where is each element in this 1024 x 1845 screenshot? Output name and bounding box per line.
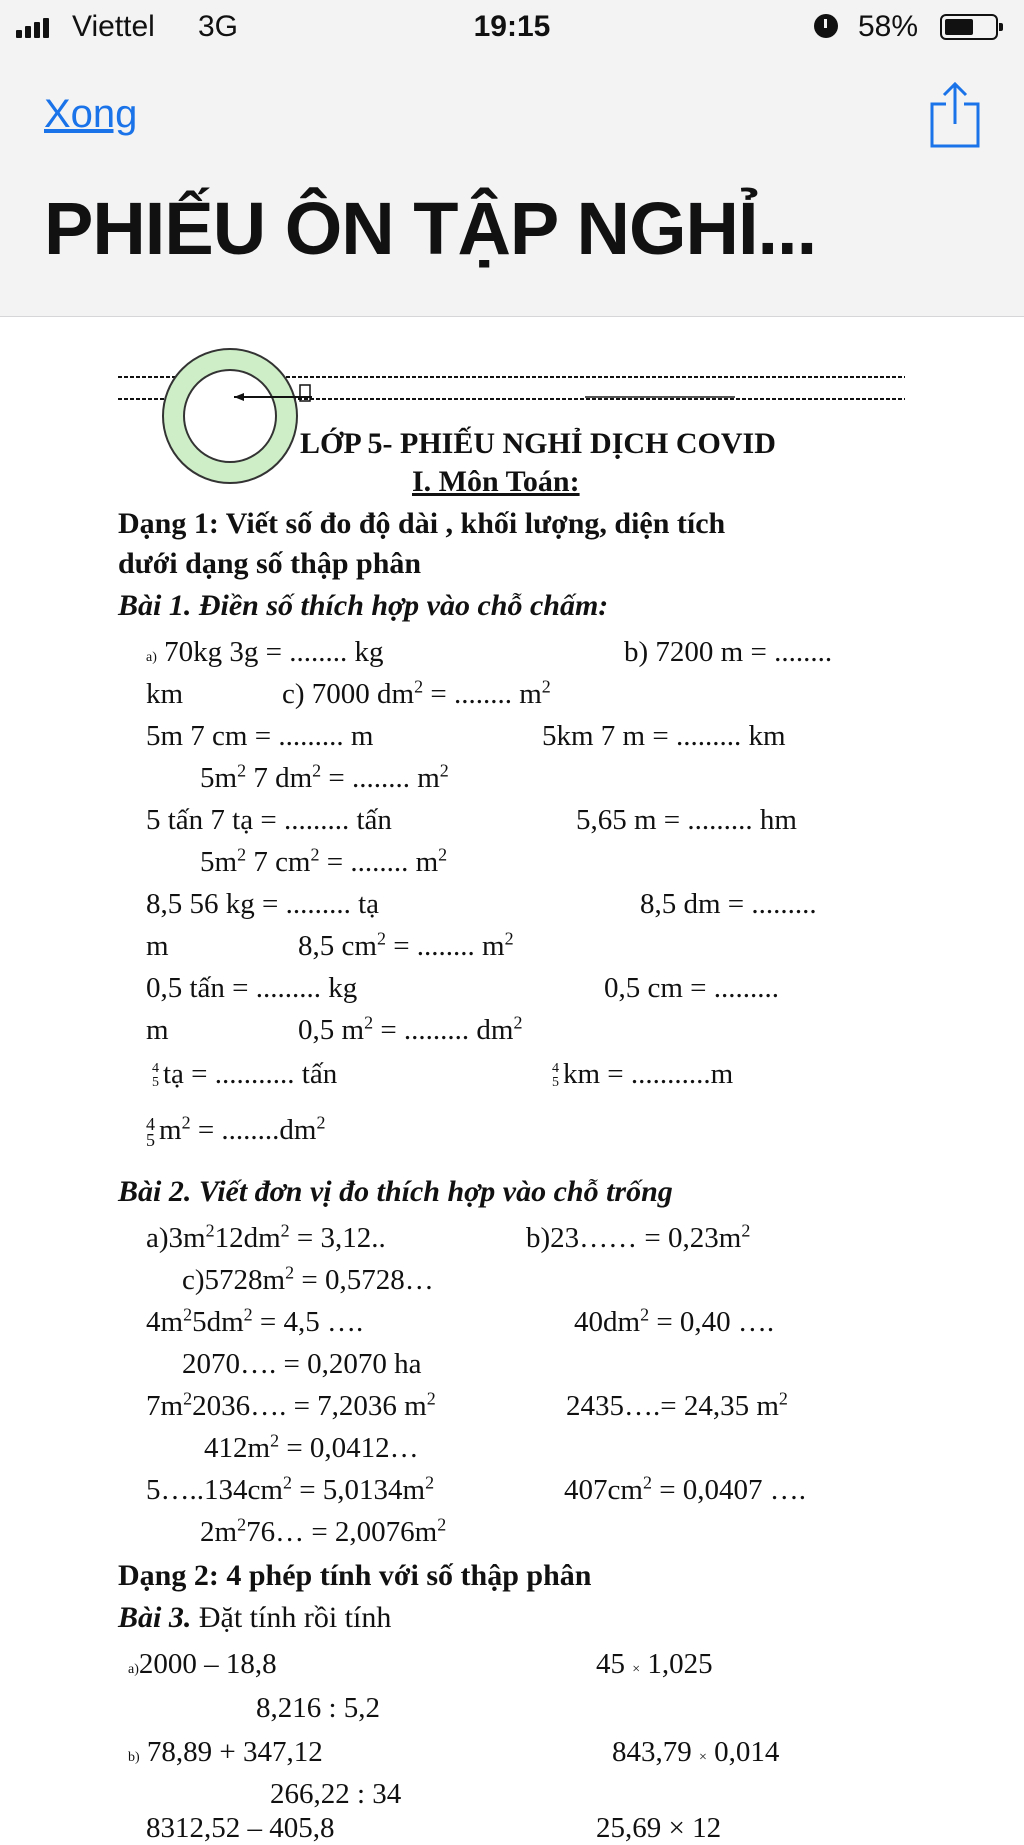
superscript: 2 (316, 1112, 326, 1133)
dang1-title-cont: dưới dạng số thập phân (118, 547, 422, 580)
superscript: 2 (438, 844, 448, 865)
superscript: 2 (414, 676, 424, 697)
viewer-navbar (0, 56, 1024, 317)
carrier-label: Viettel (72, 10, 155, 43)
superscript: 2 (426, 1388, 436, 1409)
exercise-line: m (146, 1014, 169, 1046)
item-text: 40dm (574, 1306, 641, 1338)
item-text: 8,5 cm (298, 930, 377, 962)
fraction-denominator: 5 (152, 1075, 159, 1091)
item-text: m (159, 1114, 182, 1146)
clock: 19:15 (473, 10, 551, 43)
exercise-line (146, 635, 384, 675)
superscript: 2 (513, 1012, 523, 1033)
item-text: 843,79 (612, 1736, 692, 1768)
exercise-line (566, 1389, 788, 1423)
superscript: 2 (364, 1012, 374, 1033)
superscript: 2 (237, 1514, 247, 1535)
item-text: a)3m (146, 1222, 206, 1254)
bai3-text: Đặt tính rồi tính (191, 1601, 392, 1634)
item-text: c) 7000 dm (282, 678, 415, 710)
exercise-line (152, 1057, 337, 1091)
dang2-title: Dạng 2: 4 phép tính với số thập phân (118, 1559, 592, 1592)
exercise-line: 8,5 dm = ......... (640, 888, 817, 920)
header-decoration (0, 317, 1024, 437)
item-text: = 5,0134m (291, 1474, 426, 1506)
item-text: 0,014 (706, 1736, 780, 1768)
exercise-line (128, 1647, 277, 1687)
fraction-numerator: 4 (146, 1114, 155, 1135)
exercise-line: km (146, 678, 184, 710)
exercise-line: 5,65 m = ......... hm (576, 804, 797, 836)
exercise-line: 2070…. = 0,2070 ha (182, 1348, 422, 1380)
document-page (0, 317, 1024, 1844)
item-prefix: a) (128, 1662, 139, 1677)
superscript: 2 (181, 1112, 191, 1133)
exercise-line: m (146, 930, 169, 962)
item-text: 5m (200, 846, 238, 878)
exercise-line: 266,22 : 34 (270, 1778, 402, 1810)
item-prefix: b) (128, 1750, 140, 1765)
superscript: 2 (312, 760, 322, 781)
superscript: 2 (642, 1472, 652, 1493)
item-text: = 0,40 …. (649, 1306, 775, 1338)
bai2-title: Bài 2. Viết đơn vị đo thích hợp vào chỗ trống (118, 1175, 673, 1208)
exercise-line (526, 1221, 750, 1255)
superscript: 2 (541, 676, 551, 697)
exercise-line: b) 7200 m = ........ (624, 636, 833, 668)
exercise-line (204, 1431, 419, 1465)
superscript: 2 (285, 1262, 295, 1283)
item-text: 2000 – 18,8 (138, 1648, 277, 1680)
item-text: 7 dm (246, 762, 313, 794)
exercise-line (298, 929, 514, 963)
superscript: 2 (205, 1220, 215, 1241)
superscript: 2 (425, 1472, 435, 1493)
fraction-numerator: 4 (552, 1061, 559, 1077)
item-text: = ........ m (385, 930, 505, 962)
bai3-title (118, 1601, 391, 1635)
alarm-icon (814, 14, 838, 38)
fraction (146, 1114, 155, 1151)
item-text: = 0,0407 …. (651, 1474, 807, 1506)
item-text: 7 cm (246, 846, 311, 878)
item-text: = ........dm (190, 1114, 317, 1146)
exercise-line: 8,216 : 5,2 (256, 1692, 381, 1724)
exercise-line (146, 1112, 326, 1151)
superscript: 2 (237, 760, 247, 781)
times-sign: × (699, 1750, 707, 1765)
exercise-line: 25,69 × 12 (596, 1812, 722, 1844)
item-text: = 0,0412… (279, 1432, 419, 1464)
item-text: 5m (200, 762, 238, 794)
superscript: 2 (439, 760, 449, 781)
exercise-line: 5m 7 cm = ......... m (146, 720, 374, 752)
item-text: tạ = ........... tấn (163, 1058, 338, 1090)
item-text: = ........ m (321, 762, 440, 794)
item-text: 45 (596, 1648, 625, 1680)
item-text: 5dm (192, 1306, 244, 1338)
superscript: 2 (437, 1514, 447, 1535)
exercise-line (146, 1305, 363, 1339)
superscript: 2 (183, 1388, 193, 1409)
superscript: 2 (640, 1304, 650, 1325)
item-text: = ......... dm (373, 1014, 514, 1046)
battery-fill (945, 19, 973, 35)
exercise-line: 5km 7 m = ......... km (542, 720, 786, 752)
bai3-label: Bài 3. (118, 1601, 192, 1634)
superscript: 2 (183, 1304, 193, 1325)
item-text: 4m (146, 1306, 184, 1338)
fraction-denominator: 5 (146, 1130, 155, 1151)
item-text: = 0,5728… (294, 1264, 434, 1296)
dang1-title: Dạng 1: Viết số đo độ dài , khối lượng, diện tích (118, 507, 726, 540)
superscript: 2 (504, 928, 514, 949)
item-text: 0,5 m (298, 1014, 365, 1046)
item-text: 76… = 2,0076m (246, 1516, 438, 1548)
exercise-line: 0,5 cm = ......... (604, 972, 780, 1004)
item-text: 5…..134cm (146, 1474, 283, 1506)
item-text: b)23…… = 0,23m (526, 1222, 742, 1254)
fraction-numerator: 4 (152, 1061, 159, 1077)
exercise-line (612, 1735, 779, 1775)
fraction-denominator: 5 (552, 1075, 559, 1091)
document-title: PHIẾU ÔN TẬP NGHỈ... (44, 187, 817, 270)
status-bar (0, 0, 1024, 56)
exercise-line: 8,5 56 kg = ......... tạ (146, 888, 380, 920)
item-prefix: a) (146, 650, 157, 665)
bai1-title: Bài 1. Điền số thích hợp vào chỗ chấm: (118, 589, 609, 622)
item-text: 1,025 (640, 1648, 713, 1680)
item-text: 407cm (564, 1474, 643, 1506)
exercise-line (200, 845, 447, 879)
share-icon[interactable] (928, 80, 982, 150)
superscript: 2 (310, 844, 320, 865)
superscript: 2 (280, 1220, 290, 1241)
doc-header: LỚP 5- PHIẾU NGHỈ DỊCH COVID (300, 427, 776, 460)
superscript: 2 (376, 928, 386, 949)
item-text: c)5728m (182, 1264, 286, 1296)
battery-icon (940, 14, 998, 40)
item-text: 70kg 3g = ........ kg (164, 636, 384, 668)
item-text: 2435….= 24,35 m (566, 1390, 779, 1422)
superscript: 2 (270, 1430, 280, 1451)
item-text: 2036…. = 7,2036 m (192, 1390, 427, 1422)
item-text: 2m (200, 1516, 238, 1548)
times-sign: × (632, 1662, 641, 1677)
item-text: 78,89 + 347,12 (146, 1736, 323, 1768)
item-text: = 3,12.. (289, 1222, 386, 1254)
exercise-line (146, 1389, 436, 1423)
exercise-line (146, 1221, 386, 1255)
done-button[interactable]: Xong (44, 92, 138, 136)
exercise-line (564, 1473, 806, 1507)
exercise-line (146, 1473, 434, 1507)
exercise-line (552, 1057, 733, 1091)
exercise-line: 0,5 tấn = ......... kg (146, 972, 358, 1004)
exercise-line (128, 1735, 323, 1775)
item-text: 7m (146, 1390, 184, 1422)
item-text: 412m (204, 1432, 271, 1464)
exercise-line (200, 761, 449, 795)
exercise-line (282, 677, 551, 711)
battery-percent: 58% (858, 10, 919, 43)
section-title: I. Môn Toán: (412, 465, 580, 498)
item-text: = 4,5 …. (252, 1306, 364, 1338)
network-label: 3G (198, 10, 239, 43)
exercise-line: 8312,52 – 405,8 (146, 1812, 335, 1844)
item-text: km = ...........m (563, 1058, 734, 1090)
superscript: 2 (243, 1304, 253, 1325)
exercise-line: 5 tấn 7 tạ = ......... tấn (146, 804, 392, 836)
exercise-line (574, 1305, 774, 1339)
fraction (152, 1062, 159, 1090)
superscript: 2 (282, 1472, 292, 1493)
item-text: = ........ m (319, 846, 439, 878)
fraction (552, 1062, 559, 1090)
item-text: = ........ m (423, 678, 542, 710)
superscript: 2 (237, 844, 247, 865)
exercise-line (596, 1647, 713, 1687)
item-text: 12dm (214, 1222, 281, 1254)
exercise-line (182, 1263, 434, 1297)
superscript: 2 (741, 1220, 751, 1241)
superscript: 2 (778, 1388, 788, 1409)
exercise-line (200, 1515, 446, 1549)
exercise-line (298, 1013, 522, 1047)
